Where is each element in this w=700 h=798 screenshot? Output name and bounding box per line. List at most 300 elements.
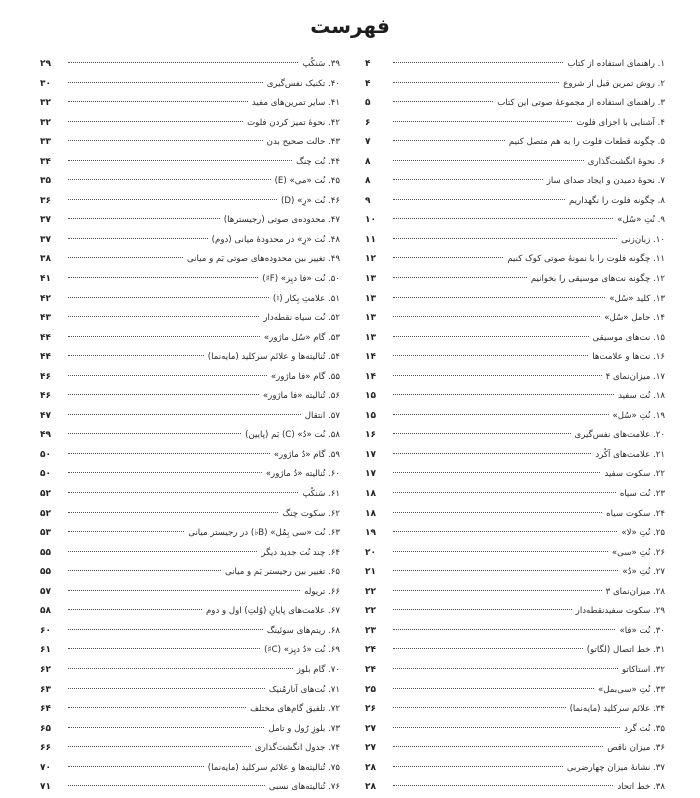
dot-leader (68, 121, 243, 122)
toc-entry-page: ۱۷ (365, 449, 376, 460)
dot-leader (68, 101, 248, 102)
toc-entry-title: ۶۶. تریوله (304, 586, 340, 597)
toc-entry-title: ۹. نُتِ «سُل» (617, 215, 665, 226)
dot-leader (68, 199, 277, 200)
dot-leader (68, 785, 265, 786)
toc-entry-page: ۹ (365, 195, 371, 206)
toc-entry-page: ۲۵ (365, 684, 376, 695)
toc-entry (365, 544, 665, 564)
dot-leader (393, 472, 600, 473)
dot-leader (393, 199, 565, 200)
toc-entry (365, 348, 665, 368)
toc-entry-page: ۳۲ (40, 98, 51, 109)
toc-entry (40, 739, 340, 759)
toc-entry-title: ۶۴. چند نُت جدید دیگر (261, 547, 340, 558)
toc-entry-page: ۱۸ (365, 508, 376, 519)
toc-entry-page: ۲۷ (365, 743, 376, 754)
dot-leader (393, 570, 618, 571)
toc-entry-title: ۵۶. تُنالیته «فا ماژور» (262, 391, 340, 402)
dot-leader (68, 414, 301, 415)
toc-entry (40, 270, 340, 290)
toc-entry-page: ۲۴ (365, 645, 376, 656)
toc-entry (365, 114, 665, 134)
toc-entry-title: ۲۳. نُت سیاه (619, 489, 665, 500)
dot-leader (393, 101, 493, 102)
toc-entry-page: ۱۴ (365, 371, 376, 382)
dot-leader (68, 375, 267, 376)
toc-entry (40, 114, 340, 134)
toc-entry-page: ۱۰ (365, 215, 376, 226)
toc-entry-page: ۱۵ (365, 410, 376, 421)
toc-entry-title: ۶۷. علامت‌های پایانِ (وُلتِ) اول و دوم (205, 606, 340, 617)
toc-entry-page: ۴۴ (40, 352, 51, 363)
toc-entry-title: ۴۰. تکنیک نفس‌گیری (266, 78, 340, 89)
dot-leader (393, 355, 588, 356)
toc-entry (365, 211, 665, 231)
toc-entry-title: ۶۰. تُنالیته «دُ ماژور» (265, 469, 340, 480)
toc-entry (40, 681, 340, 701)
toc-entry-title: ۱۴. حامل «سُل» (604, 313, 665, 324)
toc-entry-page: ۲۸ (365, 782, 376, 793)
toc-entry-page: ۵۵ (40, 547, 51, 558)
toc-entry-page: ۴۱ (40, 274, 51, 285)
toc-entry (40, 759, 340, 779)
dot-leader (393, 394, 614, 395)
toc-entry-title: ۵۵. گام «فا ماژور» (270, 371, 340, 382)
toc-entry-title: ۶. نحوهٔ انگشت‌گذاری (587, 156, 665, 167)
toc-entry-title: ۷۱. نُت‌های آنارمُنیک (268, 684, 340, 695)
dot-leader (68, 472, 262, 473)
toc-entry-page: ۱۲ (365, 254, 376, 265)
dot-leader (393, 785, 613, 786)
toc-entry-page: ۱۷ (365, 469, 376, 480)
dot-leader (393, 590, 602, 591)
dot-leader (393, 82, 559, 83)
toc-entry (365, 778, 665, 798)
toc-entry-title: ۴۷. محدوده‌ی صوتی (رجیستر‌ها) (223, 215, 340, 226)
toc-entry-page: ۱۳ (365, 313, 376, 324)
toc-entry-page: ۳۶ (40, 195, 51, 206)
dot-leader (68, 766, 204, 767)
dot-leader (393, 629, 615, 630)
toc-entry-page: ۴۶ (40, 391, 51, 402)
dot-leader (393, 336, 589, 337)
toc-entry-page: ۵۰ (40, 449, 51, 460)
dot-leader (393, 727, 620, 728)
toc-entry (40, 485, 340, 505)
toc-entry-title: ۱۹. نُتِ «سُل» (612, 410, 665, 421)
toc-entry (365, 602, 665, 622)
dot-leader (393, 453, 591, 454)
toc-entry-title: ۱۲. چگونه نت‌های موسیقی را بخوانیم (530, 274, 665, 285)
toc-entry (365, 153, 665, 173)
toc-entry (40, 250, 340, 270)
toc-entry-page: ۴۷ (40, 410, 51, 421)
toc-entry-title: ۴۵. نُت «می» (E) (274, 176, 340, 187)
toc-entry (40, 211, 340, 231)
toc-entry-title: ۸. چگونه فلوت را نگهداریم (568, 195, 665, 206)
toc-entry-title: ۷۵. تُنالیته‌ها و علائم سرکلید (مایه‌نما) (207, 762, 340, 773)
toc-entry (365, 563, 665, 583)
toc-entry (40, 309, 340, 329)
toc-entry (365, 407, 665, 427)
toc-entry-title: ۷۴. جدول انگشت‌گذاری (254, 743, 340, 754)
toc-entry-title: ۵۴. تُنالیته‌ها و علائم سرکلید (مایه‌نما) (207, 352, 340, 363)
toc-entry-page: ۷۱ (40, 782, 51, 793)
toc-entry-page: ۳۲ (40, 117, 51, 128)
dot-leader (393, 609, 572, 610)
toc-entry-title: ۴. آشنایی با اجزای فلوت (576, 117, 665, 128)
dot-leader (68, 746, 251, 747)
toc-entry-title: ۳۵. نُت گرد (624, 723, 665, 734)
toc-entry-title: ۲۶. نُتِ «سی» (611, 547, 665, 558)
toc-entry-title: ۲۷. نُتِ «دُ» (622, 567, 665, 578)
dot-leader (68, 179, 271, 180)
dot-leader (68, 609, 202, 610)
dot-leader (393, 375, 602, 376)
toc-entry (40, 544, 340, 564)
dot-leader (68, 316, 259, 317)
dot-leader (68, 688, 265, 689)
toc-entry (40, 465, 340, 485)
dot-leader (68, 336, 260, 337)
toc-entry (365, 465, 665, 485)
toc-entry-title: ۷. نحوهٔ دمیدن و ایجاد صدای ساز (546, 176, 665, 187)
toc-entry-title: ۵۲. نُت سیاه نقطه‌دار (263, 313, 340, 324)
toc-entry (40, 172, 340, 192)
toc-entry-title: ۴۱. سایر تمرین‌های مفید (251, 98, 340, 109)
dot-leader (68, 453, 270, 454)
toc-entry-title: ۶۱. سَنکُپ (302, 489, 340, 500)
dot-leader (68, 648, 260, 649)
dot-leader (68, 238, 208, 239)
toc-entry-title: ۲۸. میزان‌نمای ۳ (605, 586, 665, 597)
toc-entry-page: ۲۶ (365, 704, 376, 715)
toc-entry (365, 641, 665, 661)
toc-entry-title: ۱۳. کلید «سُل» (609, 293, 665, 304)
toc-entry-title: ۶۸. ریتم‌های سوئینگ (266, 625, 340, 636)
toc-entry-title: ۳۳. نُتِ «سی‌بمل» (597, 684, 665, 695)
dot-leader (393, 707, 566, 708)
toc-entry-page: ۵۲ (40, 508, 51, 519)
toc-entry-page: ۱۸ (365, 489, 376, 500)
dot-leader (393, 121, 572, 122)
toc-entry-title: ۳۶. میزان ناقص (607, 743, 665, 754)
dot-leader (393, 297, 605, 298)
toc-entry (365, 133, 665, 153)
toc-entry-page: ۳۸ (40, 254, 51, 265)
toc-entry (40, 192, 340, 212)
toc-entry-page: ۴۹ (40, 430, 51, 441)
toc-entry (365, 55, 665, 75)
toc-entry-page: ۲۹ (40, 59, 51, 69)
dot-leader (68, 492, 298, 493)
toc-entry (40, 641, 340, 661)
toc-entry-title: ۶۵. تغییر بین رجیستر بَم و میانی (224, 567, 340, 578)
toc-entry (40, 75, 340, 95)
toc-entry-title: ۵. چگونه قطعات فلوت را به هم متصل کنیم (508, 137, 665, 148)
toc-entry-page: ۴۲ (40, 293, 51, 304)
toc-entry (40, 348, 340, 368)
toc-entry-title: ۲. روش تمرین قبل از شروع (563, 78, 665, 89)
toc-entry (40, 505, 340, 525)
dot-leader (68, 297, 269, 298)
toc-entry (365, 290, 665, 310)
toc-entry-page: ۴۶ (40, 371, 51, 382)
toc-entry-title: ۲۲. سکوت سفید (604, 469, 665, 480)
toc-entry (365, 739, 665, 759)
dot-leader (68, 512, 278, 513)
toc-entry-title: ۷۳. بلوزِ رُول و تامل (268, 723, 340, 734)
toc-entry-title: ۴۸. نُت «رِ» در محدودهٔ میانی (دوم) (211, 234, 340, 245)
toc-entry (40, 387, 340, 407)
dot-leader (393, 238, 617, 239)
toc-entry-page: ۶۰ (40, 625, 51, 636)
toc-entry-title: ۳۲. استاکاتو (621, 664, 665, 675)
toc-entry-title: ۷۶. تُنالیته‌های نسبی (268, 782, 340, 793)
dot-leader (68, 707, 246, 708)
toc-entry-title: ۱۶. نت‌ها و علامت‌ها (592, 352, 665, 363)
dot-leader (393, 62, 563, 63)
toc-entry-page: ۶۵ (40, 723, 51, 734)
toc-entry (365, 485, 665, 505)
toc-entry-page: ۲۸ (365, 762, 376, 773)
toc-entry-title: ۳۹. سَنکُپ (302, 59, 340, 69)
toc-entry (365, 426, 665, 446)
toc-entry-page: ۴ (365, 59, 371, 69)
dot-leader (393, 512, 602, 513)
toc-entry-page: ۸ (365, 176, 371, 187)
dot-leader (393, 531, 617, 532)
toc-entry (365, 387, 665, 407)
toc-entry-title: ۶۳. نُت «سی بِمُل» (B♭) در رجیستر میانی (188, 528, 340, 539)
toc-entry (40, 290, 340, 310)
toc-entry-page: ۵۲ (40, 489, 51, 500)
toc-entry-page: ۴۴ (40, 332, 51, 343)
toc-entry-title: ۱. راهنمای استفاده از کتاب (567, 59, 665, 69)
dot-leader (68, 82, 263, 83)
toc-entry (40, 583, 340, 603)
page-title: فهرست (310, 14, 390, 38)
toc-entry (40, 700, 340, 720)
toc-entry-title: ۳۷. نشانهٔ میزان چهارضربی (566, 762, 665, 773)
dot-leader (393, 688, 594, 689)
toc-entry-title: ۱۸. نُت سفید (618, 391, 665, 402)
toc-entry-page: ۱۱ (365, 234, 376, 245)
toc-entry-title: ۵۹. گام «دُ ماژور» (273, 449, 340, 460)
toc-entry-page: ۱۳ (365, 332, 376, 343)
dot-leader (393, 551, 608, 552)
toc-entry-page: ۲۴ (365, 664, 376, 675)
dot-leader (393, 179, 543, 180)
toc-entry (365, 250, 665, 270)
toc-entry-page: ۵۷ (40, 586, 51, 597)
dot-leader (68, 570, 221, 571)
dot-leader (68, 590, 300, 591)
toc-entry-page: ۵۰ (40, 469, 51, 480)
dot-leader (68, 668, 293, 669)
toc-entry-title: ۴۳. حالت صحیح بدن (266, 137, 340, 148)
toc-entry-page: ۵۳ (40, 528, 51, 539)
toc-entry-title: ۶۲. سکوت چنگ (282, 508, 340, 519)
dot-leader (68, 394, 259, 395)
toc-entry-page: ۳۳ (40, 137, 51, 148)
toc-entry (40, 55, 340, 75)
toc-entry-title: ۵۱. علامتِ بِکار (♮) (272, 293, 340, 304)
dot-leader (393, 257, 503, 258)
toc-entry-page: ۱۵ (365, 391, 376, 402)
toc-entry-title: ۷۰. گام بلوز (296, 664, 340, 675)
toc-entry-title: ۴۲. نحوهٔ تمیز کردن فلوت (247, 117, 340, 128)
toc-entry-title: ۲۹. سکوت سفیدنقطه‌دار (575, 606, 665, 617)
toc-entry (365, 192, 665, 212)
toc-entry (365, 720, 665, 740)
toc-entry-page: ۲۱ (365, 567, 376, 578)
toc-entry (40, 661, 340, 681)
toc-entry (40, 133, 340, 153)
toc-entry-page: ۵ (365, 98, 371, 109)
toc-entry (40, 368, 340, 388)
toc-entry-title: ۳. راهنمای استفاده از مجموعهٔ صوتی این کتاب (497, 98, 665, 109)
toc-entry (365, 505, 665, 525)
toc-entry (40, 622, 340, 642)
toc-entry-page: ۳۴ (40, 156, 51, 167)
toc-entry-page: ۶۲ (40, 664, 51, 675)
toc-entry (365, 329, 665, 349)
toc-entry-title: ۴۹. تغییر بین محدوده‌های صوتی بَم و میانی (186, 254, 340, 265)
dot-leader (393, 766, 563, 767)
toc-entry-page: ۳۵ (40, 176, 51, 187)
toc-entry (365, 270, 665, 290)
toc-entry-title: ۵۳. گام «سُل ماژور» (263, 332, 340, 343)
toc-entry-page: ۲۲ (365, 606, 376, 617)
toc-column-left (40, 55, 340, 798)
toc-entry-page: ۳۷ (40, 234, 51, 245)
toc-entry-title: ۳۸. خط اتحاد (617, 782, 665, 793)
toc-entry (40, 426, 340, 446)
toc-entry (365, 700, 665, 720)
toc-entry (365, 681, 665, 701)
toc-entry-page: ۱۴ (365, 352, 376, 363)
toc-entry-page: ۲۷ (365, 723, 376, 734)
dot-leader (393, 316, 600, 317)
dot-leader (68, 218, 220, 219)
toc-entry-page: ۱۳ (365, 274, 376, 285)
toc-entry-page: ۶۴ (40, 704, 51, 715)
dot-leader (393, 414, 609, 415)
toc-entry-title: ۱۰. زبان‌زنی (621, 234, 665, 245)
dot-leader (68, 160, 292, 161)
toc-entry-title: ۳۰. نُت «فا» (619, 625, 665, 636)
toc-entry-title: ۴۴. نُت چنگ (296, 156, 340, 167)
toc-entry-title: ۱۵. نت‌های موسیقی (592, 332, 665, 343)
dot-leader (68, 62, 298, 63)
toc-entry (365, 231, 665, 251)
toc-entry-title: ۲۰. علامت‌های نفس‌گیری (574, 430, 665, 441)
toc-entry-page: ۶۶ (40, 743, 51, 754)
toc-entry-page: ۶ (365, 117, 371, 128)
dot-leader (393, 433, 571, 434)
toc-entry (365, 759, 665, 779)
toc-entry (40, 231, 340, 251)
toc-entry (40, 329, 340, 349)
toc-entry-page: ۳۰ (40, 78, 51, 89)
toc-entry (40, 778, 340, 798)
toc-entry-title: ۵۷. انتقال (304, 410, 340, 421)
toc-entry (40, 407, 340, 427)
dot-leader (393, 668, 618, 669)
toc-entry (365, 524, 665, 544)
toc-entry-title: ۳۴. علائم سرکلید (مایه‌نما) (569, 704, 665, 715)
dot-leader (393, 492, 616, 493)
toc-entry-title: ۲۱. علامت‌های آکُرد (595, 449, 665, 460)
toc-entry (40, 94, 340, 114)
dot-leader (393, 277, 527, 278)
toc-entry-page: ۷ (365, 137, 371, 148)
toc-entry (365, 583, 665, 603)
toc-entry-title: ۵۸. نُت «دُ» (C) بَم (پایین) (245, 430, 340, 441)
toc-entry-page: ۱۹ (365, 528, 376, 539)
dot-leader (68, 531, 184, 532)
toc-entry-page: ۵۸ (40, 606, 51, 617)
toc-entry-title: ۷۲. تلفیق گام‌های مختلف (250, 704, 340, 715)
toc-entry (365, 94, 665, 114)
toc-entry-title: ۲۵. نُتِ «لا» (621, 528, 665, 539)
toc-entry-page: ۵۵ (40, 567, 51, 578)
dot-leader (393, 746, 603, 747)
toc-entry-title: ۱۱. چگونه فلوت را با نمونهٔ صوتی کوک کنیم (507, 254, 665, 265)
toc-entry-page: ۸ (365, 156, 371, 167)
dot-leader (68, 629, 263, 630)
toc-entry-title: ۲۴. سکوت سیاه (606, 508, 665, 519)
toc-entry-title: ۶۹. نُت «دُ دیِز» (C♯) (264, 645, 340, 656)
toc-entry-page: ۴ (365, 78, 371, 89)
toc-entry (40, 602, 340, 622)
toc-entry (40, 153, 340, 173)
toc-entry (365, 622, 665, 642)
toc-entry (40, 563, 340, 583)
toc-entry (365, 309, 665, 329)
dot-leader (393, 140, 505, 141)
toc-column-right (365, 55, 665, 798)
toc-entry-page: ۳۷ (40, 215, 51, 226)
dot-leader (68, 257, 183, 258)
toc-entry-title: ۵۰. نُت «فا دیِز» (F♯) (262, 274, 340, 285)
dot-leader (68, 277, 258, 278)
dot-leader (68, 551, 257, 552)
toc-entry (40, 524, 340, 544)
toc-entry-page: ۲۲ (365, 586, 376, 597)
dot-leader (68, 433, 241, 434)
toc-entry-title: ۳۱. خط اتصال (لگاتو) (586, 645, 665, 656)
dot-leader (393, 160, 584, 161)
toc-entry-title: ۱۷. میزان‌نمای ۴ (605, 371, 665, 382)
toc-entry (365, 368, 665, 388)
toc-entry (365, 661, 665, 681)
toc-entry (365, 172, 665, 192)
dot-leader (393, 648, 583, 649)
toc-entry-page: ۲۰ (365, 547, 376, 558)
toc-entry-page: ۶۱ (40, 645, 51, 656)
toc-entry (40, 720, 340, 740)
dot-leader (68, 727, 264, 728)
toc-entry-page: ۷۰ (40, 762, 51, 773)
toc-entry-page: ۶۳ (40, 684, 51, 695)
toc-entry-page: ۴۳ (40, 313, 51, 324)
dot-leader (393, 218, 613, 219)
toc-entry-page: ۱۳ (365, 293, 376, 304)
toc-entry-title: ۴۶. نُت «رِ» (D) (281, 195, 340, 206)
